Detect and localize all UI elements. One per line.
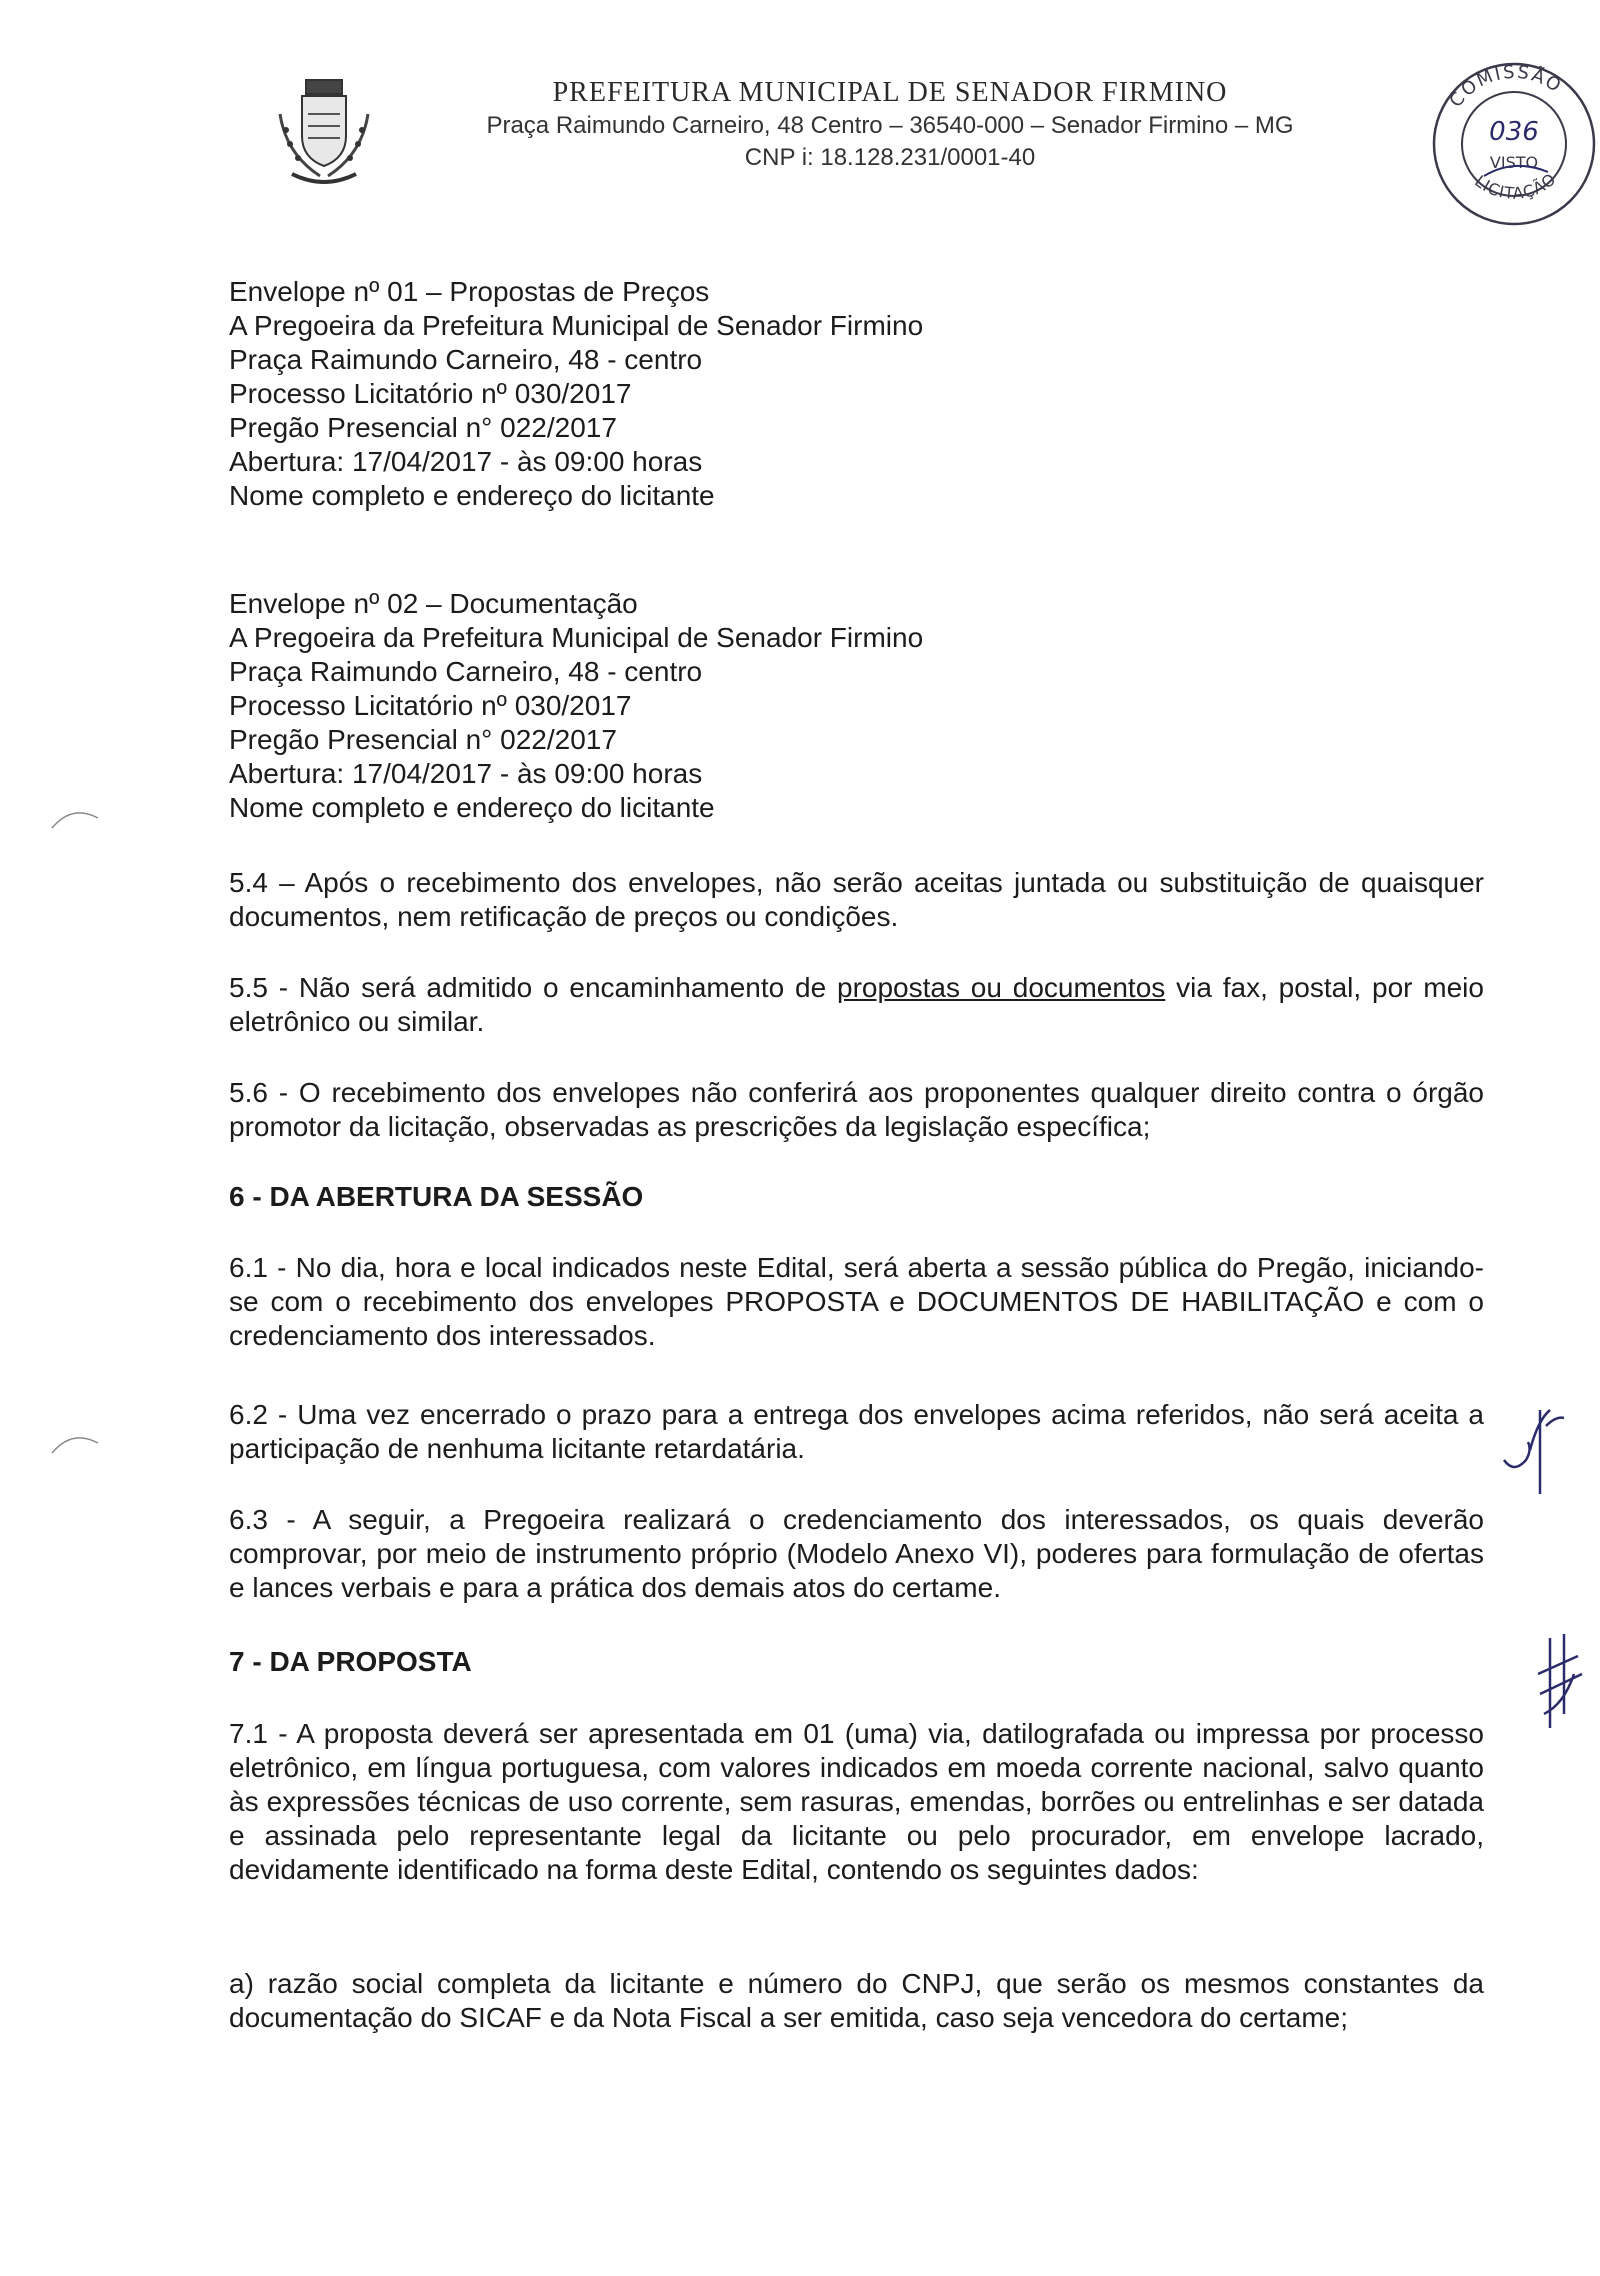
- envelope-1-line: Processo Licitatório nº 030/2017: [229, 378, 632, 409]
- clause-5-5-part-b: via fax, postal, por meio eletrônico ou similar.: [229, 972, 1484, 1037]
- stamp-top-text: COMISSÃO: [1445, 61, 1567, 112]
- clause-5-6-text: 5.6 - O recebimento dos envelopes não conferirá aos proponentes qualquer direito contra o órgão promotor da licitação, observadas as prescrições da legislação específica;: [229, 1077, 1484, 1142]
- clause-5-5: [229, 971, 1484, 1039]
- envelope-1-line: Praça Raimundo Carneiro, 48 - centro: [229, 344, 703, 375]
- envelope-2-line: Processo Licitatório nº 030/2017: [229, 690, 632, 721]
- handwritten-rubric: [1530, 1630, 1590, 1740]
- svg-text:LICITAÇÃO: [1471, 169, 1560, 203]
- envelope-1-line: Abertura: 17/04/2017 - às 09:00 horas: [229, 446, 703, 477]
- clause-5-5-underlined: propostas ou documentos: [837, 972, 1166, 1003]
- stamp-bottom-text: LICITAÇÃO: [1471, 169, 1560, 203]
- punch-hole-mark: [50, 800, 100, 830]
- envelope-2-line: Abertura: 17/04/2017 - às 09:00 horas: [229, 758, 703, 789]
- letterhead-title: PREFEITURA MUNICIPAL DE SENADOR FIRMINO: [552, 77, 1228, 108]
- clause-a: [229, 1967, 1484, 2035]
- envelope-2-block: [229, 587, 1484, 825]
- handwritten-initials: [1500, 1390, 1570, 1500]
- clause-6-2: [229, 1398, 1484, 1466]
- clause-6-1: [229, 1251, 1484, 1353]
- commission-stamp: [1428, 58, 1600, 230]
- clause-a-text: a) razão social completa da licitante e número do CNPJ, que serão os mesmos constantes da documentação do SICAF e da Nota Fiscal a ser emitida, caso seja vencedora do certame;: [229, 1968, 1484, 2033]
- stamp-number: 036: [1489, 117, 1539, 147]
- clause-5-5-text: [229, 971, 1484, 1039]
- envelope-2-line: A Pregoeira da Prefeitura Municipal de Senador Firmino: [229, 622, 924, 653]
- envelope-1-line: A Pregoeira da Prefeitura Municipal de Senador Firmino: [229, 310, 924, 341]
- section-7-heading: 7 - DA PROPOSTA: [229, 1646, 472, 1677]
- municipal-crest-logo: [272, 74, 376, 192]
- envelope-2-line: Envelope nº 02 – Documentação: [229, 588, 638, 619]
- envelope-2-line: Nome completo e endereço do licitante: [229, 792, 715, 823]
- punch-hole-mark: [50, 1425, 100, 1455]
- clause-5-5-part-a: 5.5 - Não será admitido o encaminhamento de: [229, 972, 837, 1003]
- clause-5-6: [229, 1076, 1484, 1144]
- clause-6-2-text: 6.2 - Uma vez encerrado o prazo para a entrega dos envelopes acima referidos, não será aceita a participação de nenhuma licitante retardatária.: [229, 1399, 1484, 1464]
- letterhead-cnpj: CNP i: 18.128.231/0001-40: [744, 144, 1036, 171]
- clause-6-3-text: 6.3 - A seguir, a Pregoeira realizará o credenciamento dos interessados, os quais deverão comprovar, por meio de instrumento próprio (Modelo Anexo VI), poderes para formulação de ofertas e lances verbais e para a prática dos demais atos do certame.: [229, 1504, 1484, 1603]
- clause-7-1-text: 7.1 - A proposta deverá ser apresentada em 01 (uma) via, datilografada ou impressa por processo eletrônico, em língua portuguesa, com valores indicados em moeda corrente nacional, salvo quanto às expressões técnicas de uso corrente, sem rasuras, emendas, borrões ou entrelinhas e ser datada e assinada pelo representante legal da licitante ou pelo procurador, em envelope lacrado, devidamente identificado na forma deste Edital, contendo os seguintes dados:: [229, 1718, 1484, 1885]
- envelope-1-line: Pregão Presencial n° 022/2017: [229, 412, 617, 443]
- envelope-1-line: Nome completo e endereço do licitante: [229, 480, 715, 511]
- envelope-1-block: [229, 275, 1484, 513]
- clause-6-3: [229, 1503, 1484, 1605]
- clause-6-1-text: 6.1 - No dia, hora e local indicados neste Edital, será aberta a sessão pública do Pregão, iniciando-se com o recebimento dos envelopes PROPOSTA e DOCUMENTOS DE HABILITAÇÃO e com o credenciamento dos interessados.: [229, 1252, 1484, 1351]
- clause-5-4-text: 5.4 – Após o recebimento dos envelopes, não serão aceitas juntada ou substituição de quaisquer documentos, nem retificação de preços ou condições.: [229, 867, 1484, 932]
- clause-7-1: [229, 1717, 1484, 1887]
- clause-5-4: [229, 866, 1484, 934]
- envelope-1-line: Envelope nº 01 – Propostas de Preços: [229, 276, 710, 307]
- section-6-heading: 6 - DA ABERTURA DA SESSÃO: [229, 1181, 644, 1212]
- envelope-2-line: Praça Raimundo Carneiro, 48 - centro: [229, 656, 703, 687]
- letterhead: [380, 76, 1400, 174]
- envelope-2-line: Pregão Presencial n° 022/2017: [229, 724, 617, 755]
- letterhead-address: Praça Raimundo Carneiro, 48 Centro – 36540-000 – Senador Firmino – MG: [486, 112, 1294, 139]
- stamp-visto: VISTO: [1489, 153, 1539, 172]
